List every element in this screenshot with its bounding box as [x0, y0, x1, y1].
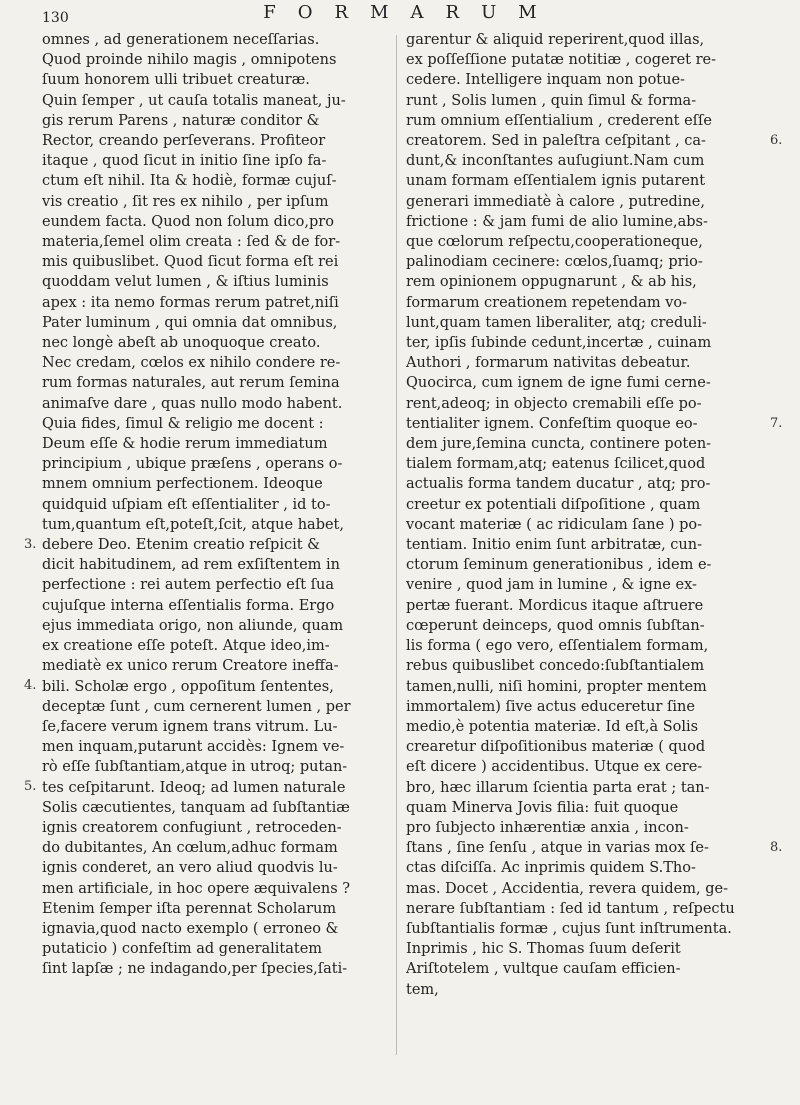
text-line: formarum creationem repetendam vo- — [406, 294, 688, 311]
text-line: Inprimis , hic S. Thomas ſuum deſerit — [406, 941, 681, 958]
text-line: Ariſtotelem , vultque cauſam efficien- — [406, 961, 681, 978]
text-line: Deum eſſe & hodie rerum immediatum — [42, 436, 328, 453]
text-line: crearetur diſpoſitionibus materiæ ( quod — [406, 739, 706, 756]
margin-number: 3. — [24, 537, 37, 552]
text-line: debere Deo. Etenim creatio reſpicit & — [42, 537, 321, 554]
text-line: quoddam velut lumen , & iſtius luminis — [42, 274, 329, 291]
text-line: ſe,facere verum ignem trans vitrum. Lu- — [42, 718, 338, 735]
text-line: ter, ipſis ſubinde cedunt,incertæ , cuinam — [406, 335, 712, 352]
text-line: Quia fides, ſimul & religio me docent : — [42, 415, 324, 432]
text-line: apex : ita nemo formas rerum patret,niſi — [42, 294, 339, 311]
text-line: creatorem. Sed in paleſtra ceſpitant , ca- — [406, 133, 706, 150]
text-line: Quin ſemper , ut cauſa totalis maneat, ju- — [42, 92, 346, 109]
text-line: animaſve dare , quas nullo modo habent. — [42, 395, 343, 412]
text-line: dunt,& inconſtantes auſugiunt.Nam cum — [406, 153, 705, 170]
text-line: Pater luminum , qui omnia dat omnibus, — [42, 314, 338, 331]
right-text-column — [406, 30, 758, 1000]
text-line: gis rerum Parens , naturæ conditor & — [42, 112, 320, 129]
text-line: medio,è potentia materiæ. Id eſt,à Solis — [406, 718, 699, 735]
text-line: Quocirca, cum ignem de igne fumi cerne- — [406, 375, 711, 392]
text-line: bro, hæc illarum ſcientia parta erat ; tan- — [406, 779, 710, 796]
text-line: rum formas naturales, aut rerum ſemina — [42, 375, 340, 392]
text-line: putaticio ) confeſtim ad generalitatem — [42, 941, 323, 958]
text-line: venire , quod jam in lumine , & igne ex- — [406, 577, 697, 594]
text-line: quam Minerva Jovis filia: fuit quoque — [406, 799, 679, 816]
text-line: ſuum honorem ulli tribuet creaturæ. — [42, 72, 310, 89]
text-line: tem, — [406, 981, 439, 998]
text-line: nec longè abeſt ab unoquoque creato. — [42, 335, 321, 352]
text-line: actualis forma tandem ducatur , atq; pro- — [406, 476, 711, 493]
text-line: tialem formam,atq; eatenus ſcilicet,quod — [406, 456, 706, 473]
text-line: rebus quibuslibet concedo:ſubſtantialem — [406, 658, 705, 675]
text-line: omnes , ad generationem neceſſarias. — [42, 32, 320, 48]
text-line: que cœlorum reſpectu,cooperationeque, — [406, 234, 703, 251]
text-line: mas. Docet , Accidentia, revera quidem, ge- — [406, 880, 728, 897]
text-line: generari immediatè à calore , putredine, — [406, 193, 705, 210]
text-line: unam formam eſſentialem ignis putarent — [406, 173, 706, 190]
page-number: 130 — [42, 10, 69, 26]
text-line: cedere. Intelligere inquam non potue- — [406, 72, 685, 89]
text-line: ſubſtantialis formæ , cujus ſunt inſtrumenta. — [406, 920, 732, 937]
text-line: cœperunt deinceps, quod omnis ſubſtan- — [406, 617, 705, 634]
text-line: ignis creatorem confugiunt , retroceden- — [42, 819, 342, 836]
text-line: Authori , formarum nativitas debeatur. — [406, 355, 691, 372]
text-line: palinodiam cecinere: cœlos,ſuamq; prio- — [406, 254, 703, 271]
text-line: perfectione : rei autem perfectio eſt ſua — [42, 577, 334, 594]
text-line: ejus immediata origo, non aliunde, quam — [42, 617, 344, 634]
text-line: Etenim ſemper iſta perennat Scholarum — [42, 900, 337, 917]
text-line: lunt,quam tamen liberaliter, atq; creduli- — [406, 314, 707, 331]
text-line: immortalem) ſive actus educeretur ſine — [406, 698, 695, 715]
text-line: cujuſque interna eſſentialis forma. Ergo — [42, 597, 335, 614]
text-line: ctum eſt nihil. Ita & hodiè, formæ cujuſ- — [42, 173, 337, 190]
text-line: ignis conderet, an vero aliud quodvis lu- — [42, 860, 338, 877]
text-line: Rector, creando perſeverans. Profiteor — [42, 133, 326, 150]
text-line: tamen,nulli, niſi homini, propter mentem — [406, 678, 707, 695]
margin-number: 8. — [770, 840, 783, 855]
text-line: runt , Solis lumen , quin ſimul & forma- — [406, 92, 697, 109]
text-line: ex poſſeſſione putatæ notitiæ , cogeret re- — [406, 52, 717, 69]
text-line: mis quibuslibet. Quod ſicut forma eſt rei — [42, 254, 339, 271]
text-line: ſtans , ſine ſenſu , atque in varias mox ſe- — [406, 840, 709, 857]
text-line: men artificiale, in hoc opere æquivalens ? — [42, 880, 351, 897]
text-line: pertæ fuerant. Mordicus itaque aſtruere — [406, 597, 704, 614]
text-line: garentur & aliquid reperirent,quod illas, — [406, 32, 705, 48]
text-line: itaque , quod ſicut in initio ſine ipſo fa- — [42, 153, 327, 170]
text-line: rò eſſe ſubſtantiam,atque in utroq; putan- — [42, 759, 348, 776]
text-line: tes ceſpitarunt. Ideoq; ad lumen naturale — [42, 779, 346, 796]
text-line: pro ſubjecto inhærentiæ anxia , incon- — [406, 819, 689, 836]
text-line: ctorum ſeminum generationibus , idem e- — [406, 557, 712, 574]
text-line: rent,adeoq; in objecto cremabili eſſe po- — [406, 395, 702, 412]
text-line: nerare ſubſtantiam : ſed id tantum , reſpectu — [406, 900, 735, 917]
text-line: tentialiter ignem. Confeſtim quoque eo- — [406, 415, 698, 432]
text-line: dicit habitudinem, ad rem exſiſtentem in — [42, 557, 341, 574]
text-line: ignavia,quod nacto exemplo ( erroneo & — [42, 920, 339, 937]
text-line: tentiam. Initio enim ſunt arbitratæ, cun- — [406, 537, 702, 554]
text-line: Solis cæcutientes, tanquam ad ſubſtantiæ — [42, 799, 350, 816]
text-line: rum omnium eſſentialium , crederent eſſe — [406, 112, 712, 129]
text-line: rem opinionem oppugnarunt , & ab his, — [406, 274, 697, 291]
text-line: vocant materiæ ( ac ridiculam ſane ) po- — [406, 516, 703, 533]
column-divider — [396, 35, 397, 1055]
text-line: vis creatio , ſit res ex nihilo , per ipſum — [42, 193, 329, 210]
text-line: deceptæ ſunt , cum cernerent lumen , per — [42, 698, 351, 715]
margin-number: 4. — [24, 678, 37, 694]
text-line: tum,quantum eſt,poteſt,ſcit, atque habet, — [42, 516, 344, 533]
left-text-column — [42, 30, 382, 980]
text-line: lis forma ( ego vero, eſſentialem formam, — [406, 638, 709, 655]
text-line: creetur ex potentiali diſpoſitione , quam — [406, 496, 701, 513]
text-line: principium , ubique præſens , operans o- — [42, 456, 343, 473]
text-line: Quod proinde nihilo magis , omnipotens — [42, 52, 337, 69]
text-line: eundem facta. Quod non ſolum dico,pro — [42, 213, 334, 230]
text-line: quidquid uſpiam eſt eſſentialiter , id to- — [42, 496, 331, 513]
text-line: Nec credam, cœlos ex nihilo condere re- — [42, 355, 341, 372]
text-line: bili. Scholæ ergo , oppoſitum ſententes, — [42, 678, 334, 695]
running-head: FORMARUM — [263, 2, 559, 23]
text-line: frictione : & jam fumi de alio lumine,abs- — [406, 213, 708, 230]
text-line: men inquam,putarunt accidès: Ignem ve- — [42, 739, 345, 756]
margin-number: 7. — [770, 415, 783, 431]
text-line: ctas diſciſſa. Ac inprimis quidem S.Tho- — [406, 860, 696, 877]
margin-number: 5. — [24, 779, 37, 795]
text-line: mnem omnium perfectionem. Ideoque — [42, 476, 323, 493]
text-line: eſt dicere ) accidentibus. Utque ex cere- — [406, 759, 703, 776]
margin-number: 6. — [770, 133, 783, 148]
text-line: ex creatione eſſe poteſt. Atque ideo,im- — [42, 638, 330, 655]
text-line: do dubitantes, An cœlum,adhuc formam — [42, 840, 338, 857]
text-line: materia,ſemel olim creata : ſed & de for- — [42, 234, 341, 251]
text-line: ſint lapſæ ; ne indagando,per ſpecies,ſati- — [42, 961, 348, 978]
text-line: mediatè ex unico rerum Creatore ineffa- — [42, 658, 339, 675]
text-line: dem jure,ſemina cuncta, continere poten- — [406, 436, 712, 453]
